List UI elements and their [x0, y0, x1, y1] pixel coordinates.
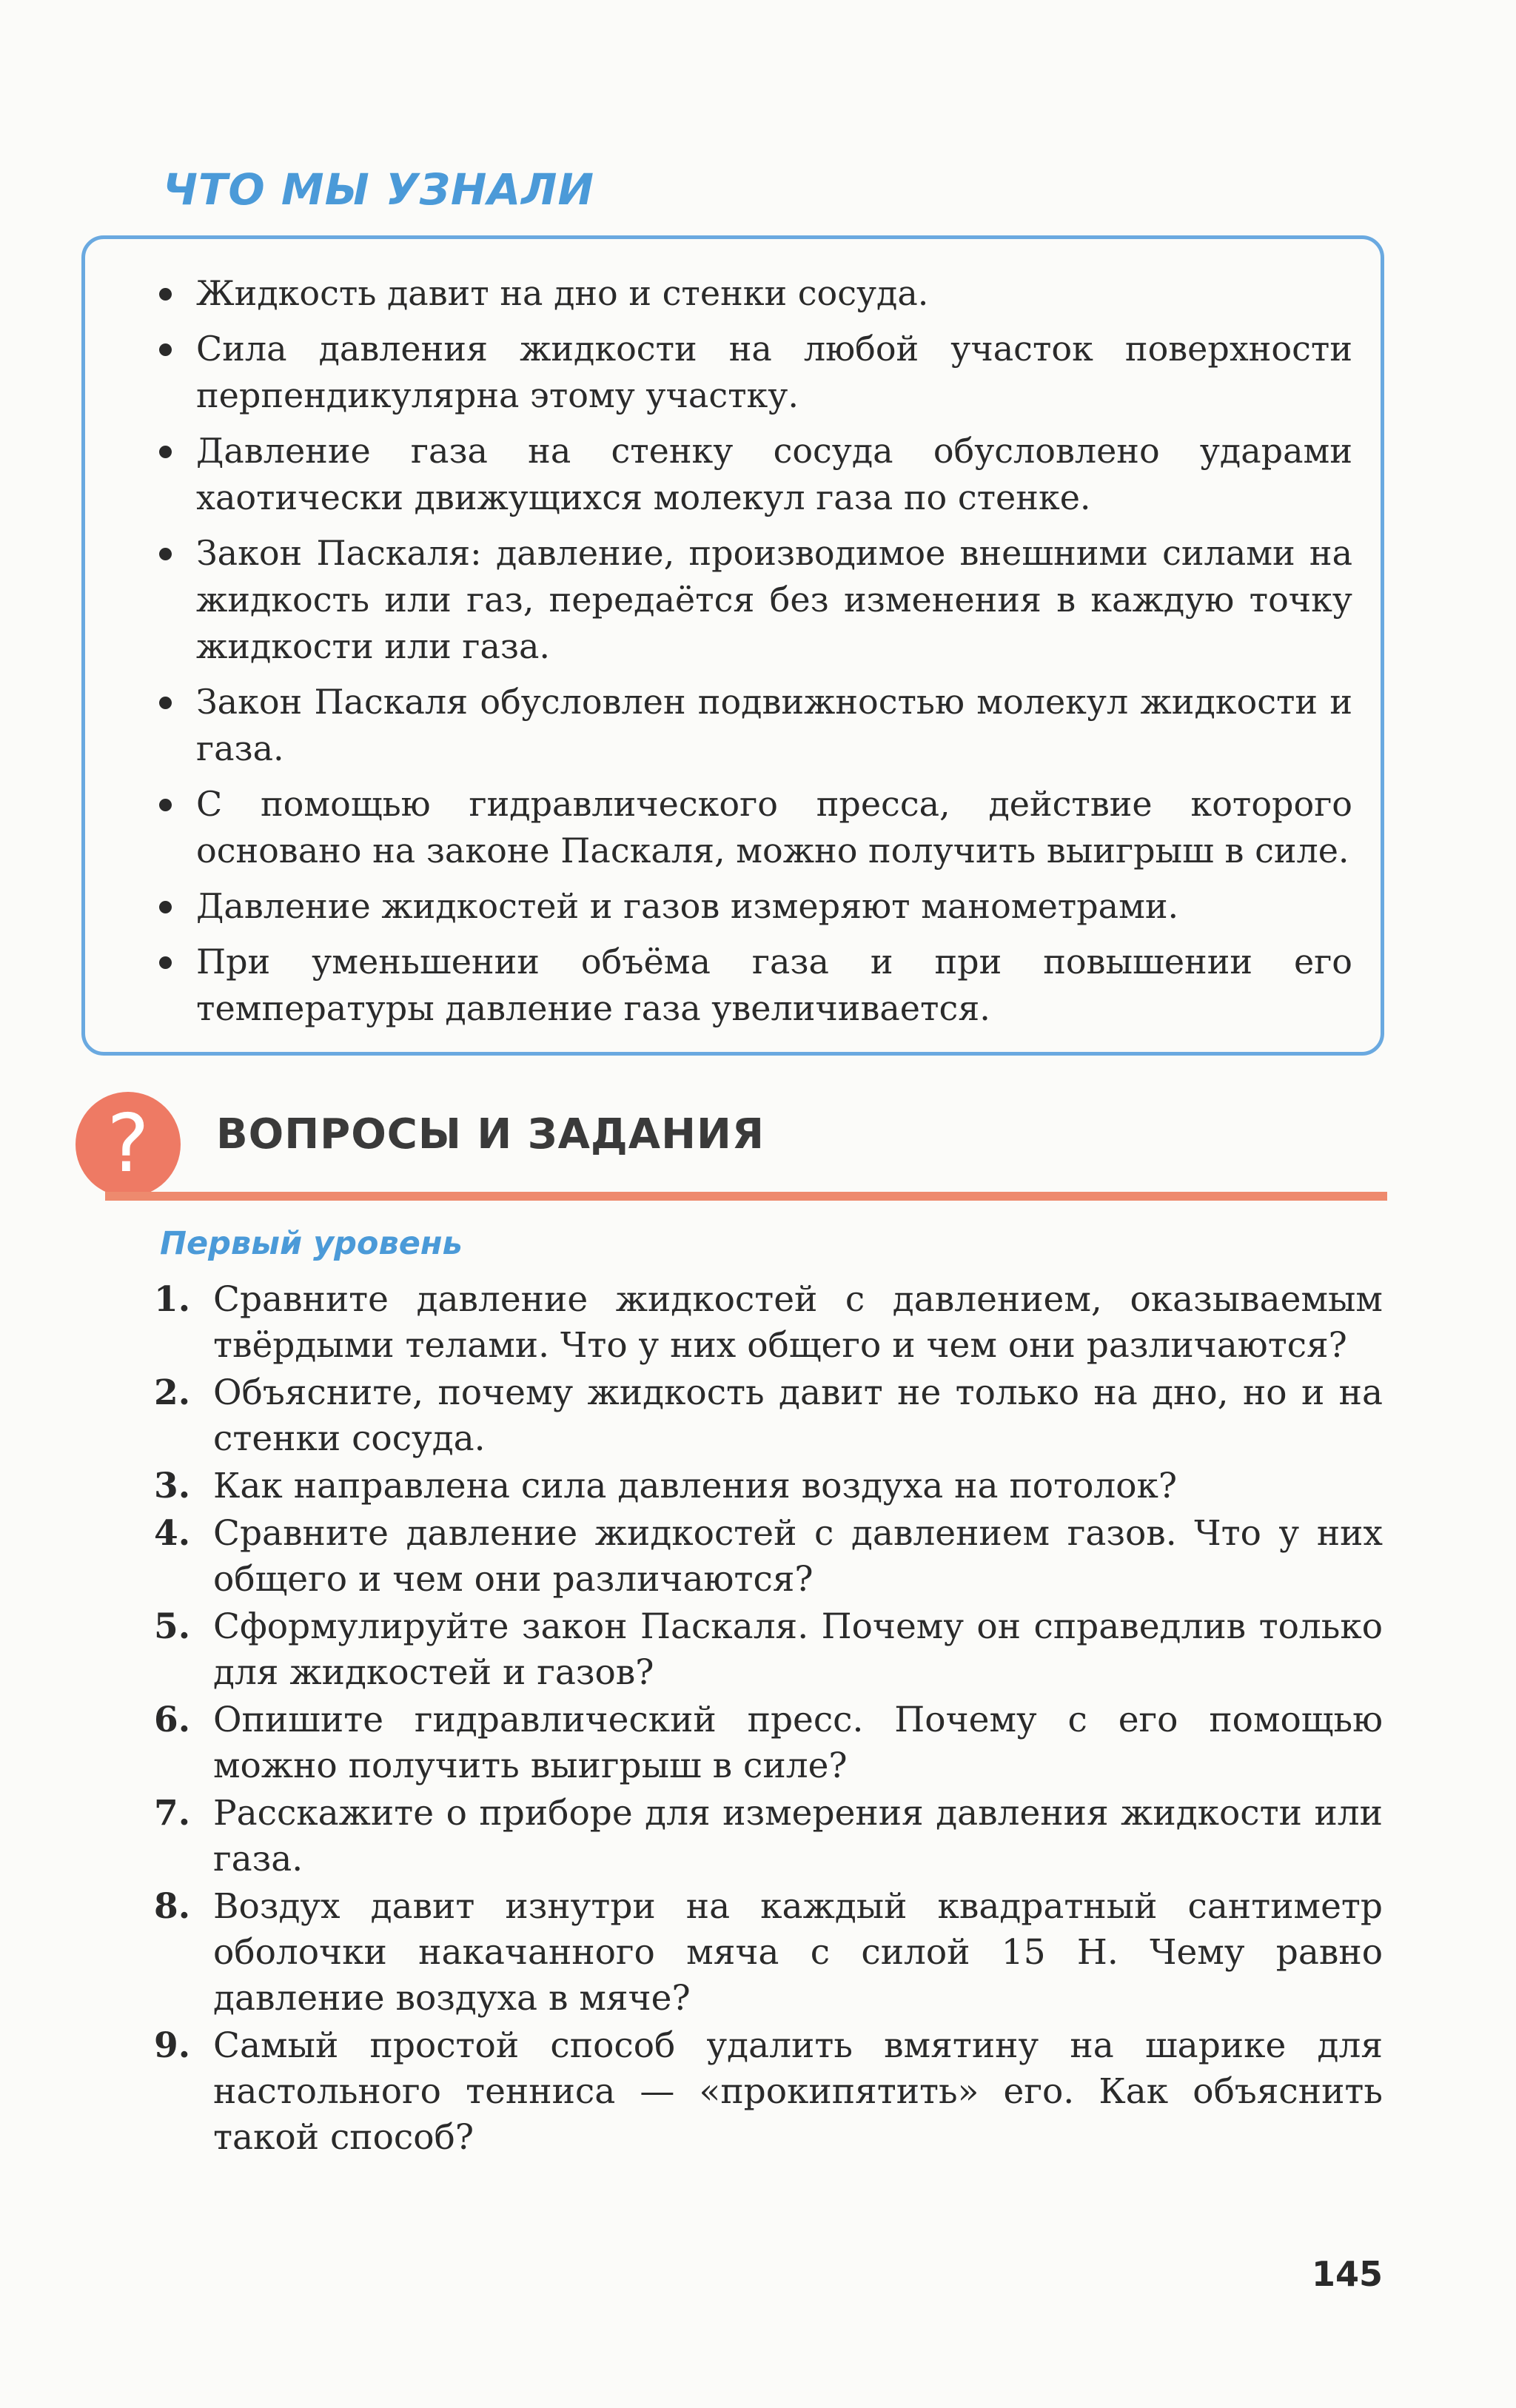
question-text: Самый простой способ удалить вмятину на шарике для настольного тенниса — «прокипятить» его. Как объяснить такой способ? — [213, 2025, 1383, 2158]
question-number: 7. — [154, 1793, 191, 1834]
question-number: 5. — [154, 1606, 191, 1647]
question-number: 6. — [154, 1700, 191, 1740]
question-text: Опишите гидравлический пресс. Почему с его помощью можно получить выигрыш в силе? — [213, 1700, 1383, 1786]
summary-item-text: При уменьшении объёма газа и при повышении его температуры давление газа увеличивается. — [196, 942, 1352, 1028]
question-text: Как направлена сила давления воздуха на потолок? — [213, 1466, 1178, 1506]
summary-item-text: Давление газа на стенку сосуда обусловлено ударами хаотически движущихся молекул газа по стенке. — [196, 431, 1352, 517]
summary-item-text: Закон Паскаля: давление, производимое внешними силами на жидкость или газ, передаётся без изменения в каждую точку жидкости или газа. — [196, 533, 1352, 666]
bullet-icon — [159, 548, 172, 560]
bullet-icon — [159, 446, 172, 458]
summary-item-text: Сила давления жидкости на любой участок поверхности перпендикулярна этому участку. — [196, 329, 1352, 415]
summary-item-text: Давление жидкостей и газов измеряют манометрами. — [196, 886, 1179, 926]
question-mark-icon — [76, 1092, 181, 1197]
question-number: 4. — [154, 1513, 191, 1554]
question-number: 9. — [154, 2025, 191, 2066]
question-mark-glyph: ? — [107, 1098, 150, 1190]
summary-item — [196, 781, 1352, 874]
section-divider — [105, 1192, 1387, 1201]
summary-item — [196, 530, 1352, 670]
question-item — [154, 1370, 1383, 1462]
questions-heading: ВОПРОСЫ И ЗАДАНИЯ — [216, 1110, 765, 1158]
question-item — [154, 1511, 1383, 1603]
question-number: 3. — [154, 1466, 191, 1506]
bullet-icon — [159, 799, 172, 811]
summary-item — [196, 428, 1352, 521]
question-number: 8. — [154, 1886, 191, 1927]
questions-list — [154, 1277, 1383, 2162]
question-item — [154, 1277, 1383, 1369]
summary-item-text: Жидкость давит на дно и стенки сосуда. — [196, 273, 929, 313]
summary-item — [196, 326, 1352, 419]
question-item — [154, 2023, 1383, 2161]
question-item — [154, 1697, 1383, 1789]
summary-item — [196, 679, 1352, 772]
summary-item — [196, 939, 1352, 1032]
question-item — [154, 1791, 1383, 1882]
level-heading: Первый уровень — [160, 1225, 463, 1262]
bullet-icon — [159, 288, 172, 301]
bullet-icon — [159, 343, 172, 356]
page-number: 145 — [1312, 2254, 1383, 2294]
question-text: Расскажите о приборе для измерения давления жидкости или газа. — [213, 1793, 1383, 1879]
summary-box — [81, 235, 1384, 1056]
question-number: 1. — [154, 1279, 191, 1320]
question-item — [154, 1884, 1383, 2022]
question-text: Сравните давление жидкостей с давлением газов. Что у них общего и чем они различаются? — [213, 1513, 1383, 1600]
question-number: 2. — [154, 1372, 191, 1413]
question-text: Объясните, почему жидкость давит не только на дно, но и на стенки сосуда. — [213, 1372, 1383, 1459]
question-text: Сформулируйте закон Паскаля. Почему он справедлив только для жидкостей и газов? — [213, 1606, 1383, 1693]
summary-heading: ЧТО МЫ УЗНАЛИ — [163, 164, 595, 215]
summary-item-text: Закон Паскаля обусловлен подвижностью молекул жидкости и газа. — [196, 682, 1352, 768]
bullet-icon — [159, 697, 172, 709]
summary-list — [196, 270, 1352, 1032]
bullet-icon — [159, 901, 172, 913]
bullet-icon — [159, 956, 172, 969]
question-item — [154, 1604, 1383, 1696]
summary-item — [196, 883, 1352, 930]
question-text: Воздух давит изнутри на каждый квадратный сантиметр оболочки накачанного мяча с силой 15 Н. Чему равно давление воздуха в мяче? — [213, 1886, 1383, 2019]
question-item — [154, 1463, 1383, 1509]
summary-item-text: С помощью гидравлического пресса, действие которого основано на законе Паскаля, можно получить выигрыш в силе. — [196, 784, 1352, 871]
summary-item — [196, 270, 1352, 317]
question-text: Сравните давление жидкостей с давлением, оказываемым твёрдыми телами. Что у них общего и чем они различаются? — [213, 1279, 1383, 1366]
